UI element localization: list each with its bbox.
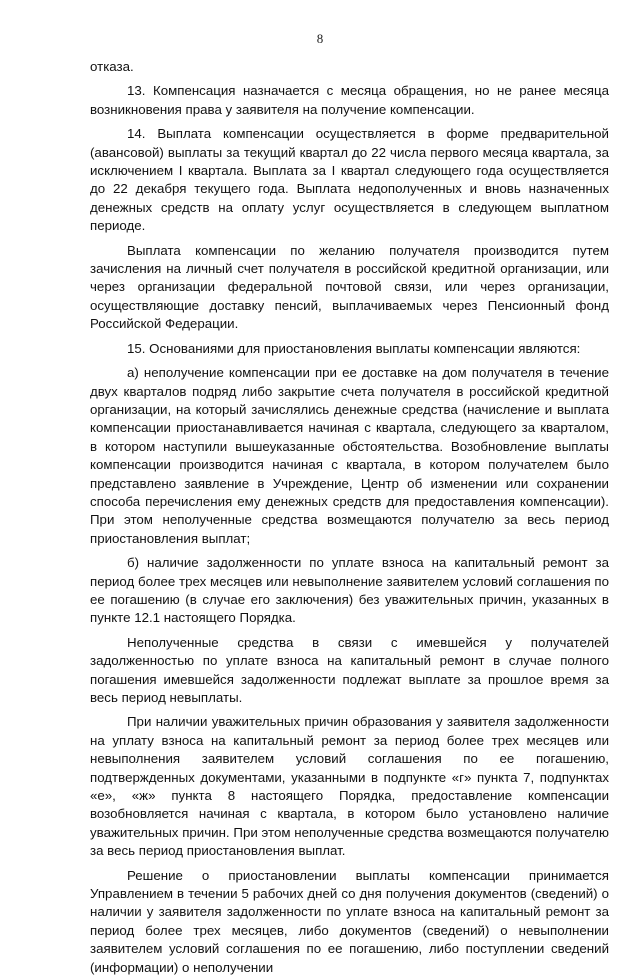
paragraph-15: 15. Основаниями для приостановления выплаты компенсации являются: xyxy=(127,340,581,356)
paragraph-15-b: б) наличие задолженности по уплате взноса на капитальный ремонт за период более трех месяцев или невыполнение заявителем условий соглашения по ее погашению (в случае его заключения) без уважительных причин, указанных в пункте 12.1 настоящего Порядка. xyxy=(90,555,609,626)
paragraph-continuation: отказа. xyxy=(90,59,134,74)
paragraph-suspension-decision: Решение о приостановлении выплаты компенсации принимается Управлением в течении 5 рабочих дней со дня получения документов (сведений) о наличии у заявителя задолженности по уплате взноса на капитальный ремонт за период более трех месяцев, либо документов (сведений) о невыполнении заявителем условий соглашения по ее погашению, либо поступлении сведений (информации) о неполучении xyxy=(90,867,609,975)
document-body xyxy=(90,58,609,977)
page-number: 8 xyxy=(316,31,324,46)
paragraph-unreceived-funds: Неполученные средства в связи с имевшейся у получателей задолженностью по уплате взноса на капитальный ремонт в случае полного погашения имевшейся задолженности подлежат выплате за прошлое время за весь период невыплаты. xyxy=(90,634,609,705)
paragraph-valid-reasons: При наличии уважительных причин образования у заявителя задолженности на уплату взноса на капитальный ремонт за период более трех месяцев или невыполнения заявителем условий соглашения по ее погашению, подтвержденных документами, указанными в подпункте «г» пункта 7, подпунктах «е», «ж» пункта 8 настоящего Порядка, предоставление компенсации возобновляется начиная с квартала, в котором было установлено наличие уважительных причин. При этом неполученные средства возмещаются получателю за весь период приостановления выплат. xyxy=(90,714,609,859)
paragraph-14: 14. Выплата компенсации осуществляется в форме предварительной (авансовой) выплаты за текущий квартал до 22 числа первого месяца квартала, за исключением I квартала. Выплата за I квартал следующего года осуществляется до 22 декабря текущего года. Выплата недополученных и вновь назначенных денежных средств на оплату услуг осуществляется в следующем выплатном периоде. xyxy=(90,126,609,234)
paragraph-15-a: а) неполучение компенсации при ее доставке на дом получателя в течение двух кварталов подряд либо закрытие счета получателя в российской кредитной организации, на который зачислялись денежные средства (начисление и выплата компенсации приостанавливается начиная с квартала, следующего за кварталом, в котором наступили вышеуказанные обстоятельства. Возобновление выплаты компенсации производится начиная с квартала, в котором получателем было представлено заявление в Учреждение, Центр об изменении или сохранении способа перечисления ему денежных средств для предоставления компенсации). При этом неполученные средства возмещаются получателю за весь период приостановления выплат; xyxy=(90,365,609,546)
paragraph-payment-method: Выплата компенсации по желанию получателя производится путем зачисления на личный счет получателя в российской кредитной организации, или через организации федеральной почтовой связи, или через организации, осуществляющие доставку пенсий, выплачиваемых через Пенсионный фонд Российской Федерации. xyxy=(90,242,609,332)
paragraph-13: 13. Компенсация назначается с месяца обращения, но не ранее месяца возникновения права у заявителя на получение компенсации. xyxy=(90,83,609,117)
